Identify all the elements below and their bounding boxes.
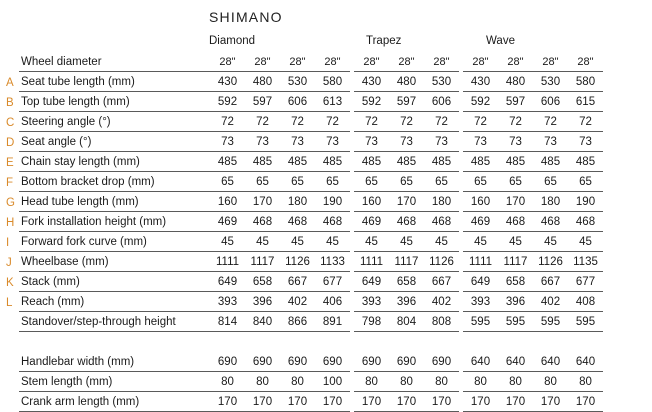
- cell-value: 480: [245, 72, 280, 92]
- cell-value: 72: [533, 112, 568, 132]
- cell-value: 485: [568, 152, 603, 172]
- component-row: [0, 392, 603, 412]
- cell-value: 430: [354, 72, 389, 92]
- cell-value: 180: [424, 192, 459, 212]
- cell-value: 613: [315, 92, 350, 112]
- geometry-row: [0, 192, 603, 212]
- row-label: Fork installation height (mm): [19, 212, 210, 232]
- cell-value: 649: [354, 272, 389, 292]
- geometry-row: [0, 172, 603, 192]
- cell-value: 393: [463, 292, 498, 312]
- cell-value: 658: [498, 272, 533, 292]
- row-label: Handlebar width (mm): [19, 352, 210, 372]
- cell-value: 485: [354, 152, 389, 172]
- row-label: Reach (mm): [19, 292, 210, 312]
- cell-value: 485: [315, 152, 350, 172]
- cell-value: 468: [245, 212, 280, 232]
- cell-value: 28": [280, 52, 315, 72]
- geometry-row: [0, 132, 603, 152]
- cell-value: 658: [245, 272, 280, 292]
- row-letter: A: [6, 76, 14, 89]
- cell-value: 65: [498, 172, 533, 192]
- cell-value: 485: [498, 152, 533, 172]
- cell-value: 80: [389, 372, 424, 392]
- cell-value: 649: [210, 272, 245, 292]
- cell-value: 469: [463, 212, 498, 232]
- cell-value: 65: [463, 172, 498, 192]
- cell-value: 45: [245, 232, 280, 252]
- cell-value: 1126: [280, 252, 315, 272]
- cell-value: 80: [568, 372, 603, 392]
- cell-value: 28": [389, 52, 424, 72]
- cell-value: 592: [354, 92, 389, 112]
- cell-value: 485: [533, 152, 568, 172]
- cell-value: 640: [463, 352, 498, 372]
- cell-value: 160: [354, 192, 389, 212]
- section-spacer: [0, 332, 603, 353]
- cell-value: 595: [498, 312, 533, 332]
- component-row: [0, 352, 603, 372]
- cell-value: 72: [210, 112, 245, 132]
- cell-value: 1133: [315, 252, 350, 272]
- cell-value: 73: [568, 132, 603, 152]
- cell-value: 1111: [463, 252, 498, 272]
- cell-value: 402: [280, 292, 315, 312]
- cell-value: 65: [354, 172, 389, 192]
- cell-value: 170: [315, 392, 350, 412]
- cell-value: 396: [245, 292, 280, 312]
- cell-value: 170: [389, 192, 424, 212]
- cell-value: 170: [354, 392, 389, 412]
- cell-value: 28": [498, 52, 533, 72]
- cell-value: 1135: [568, 252, 603, 272]
- row-letter: J: [6, 256, 12, 269]
- cell-value: 28": [568, 52, 603, 72]
- cell-value: 80: [533, 372, 568, 392]
- cell-value: 396: [498, 292, 533, 312]
- row-letter: B: [6, 96, 14, 109]
- cell-value: 73: [424, 132, 459, 152]
- row-letter: C: [6, 116, 15, 129]
- cell-value: 468: [280, 212, 315, 232]
- cell-value: 597: [389, 92, 424, 112]
- cell-value: 667: [533, 272, 568, 292]
- cell-value: 65: [280, 172, 315, 192]
- cell-value: 891: [315, 312, 350, 332]
- cell-value: 45: [210, 232, 245, 252]
- cell-value: 65: [245, 172, 280, 192]
- cell-value: 170: [463, 392, 498, 412]
- geometry-table-body: [0, 52, 603, 412]
- cell-value: 72: [354, 112, 389, 132]
- cell-value: 468: [533, 212, 568, 232]
- cell-value: 28": [354, 52, 389, 72]
- cell-value: 606: [424, 92, 459, 112]
- cell-value: 485: [245, 152, 280, 172]
- row-letter: E: [6, 156, 14, 169]
- row-label: Chain stay length (mm): [19, 152, 210, 172]
- cell-value: 396: [389, 292, 424, 312]
- cell-value: 580: [568, 72, 603, 92]
- cell-value: 606: [533, 92, 568, 112]
- cell-value: 677: [315, 272, 350, 292]
- cell-value: 160: [463, 192, 498, 212]
- cell-value: 80: [280, 372, 315, 392]
- cell-value: 28": [245, 52, 280, 72]
- cell-value: 580: [315, 72, 350, 92]
- cell-value: 28": [463, 52, 498, 72]
- cell-value: 1111: [210, 252, 245, 272]
- cell-value: 814: [210, 312, 245, 332]
- cell-value: 690: [245, 352, 280, 372]
- cell-value: 530: [280, 72, 315, 92]
- cell-value: 469: [354, 212, 389, 232]
- row-label: Stack (mm): [19, 272, 210, 292]
- geometry-row: [0, 92, 603, 112]
- cell-value: 1126: [424, 252, 459, 272]
- cell-value: 73: [533, 132, 568, 152]
- cell-value: 72: [568, 112, 603, 132]
- cell-value: 640: [568, 352, 603, 372]
- cell-value: 100: [315, 372, 350, 392]
- cell-value: 80: [210, 372, 245, 392]
- cell-value: 65: [315, 172, 350, 192]
- cell-value: 658: [389, 272, 424, 292]
- cell-value: 408: [568, 292, 603, 312]
- row-label: Seat tube length (mm): [19, 72, 210, 92]
- cell-value: 480: [498, 72, 533, 92]
- row-letter: K: [6, 276, 14, 289]
- cell-value: 595: [463, 312, 498, 332]
- row-letter: L: [6, 296, 13, 309]
- cell-value: 1111: [354, 252, 389, 272]
- cell-value: 530: [424, 72, 459, 92]
- cell-value: 640: [498, 352, 533, 372]
- cell-value: 485: [424, 152, 459, 172]
- row-label: Forward fork curve (mm): [19, 232, 210, 252]
- row-letter: H: [6, 216, 15, 229]
- cell-value: 72: [424, 112, 459, 132]
- cell-value: 170: [245, 392, 280, 412]
- cell-value: 1126: [533, 252, 568, 272]
- cell-value: 73: [280, 132, 315, 152]
- cell-value: 72: [498, 112, 533, 132]
- cell-value: 468: [498, 212, 533, 232]
- cell-value: 45: [533, 232, 568, 252]
- cell-value: 667: [424, 272, 459, 292]
- group-diamond: Diamond: [209, 35, 256, 47]
- row-letter: [0, 312, 19, 332]
- row-letter: [0, 52, 19, 72]
- geometry-row: [0, 292, 603, 312]
- cell-value: 170: [568, 392, 603, 412]
- cell-value: 597: [245, 92, 280, 112]
- cell-value: 840: [245, 312, 280, 332]
- cell-value: 160: [210, 192, 245, 212]
- cell-value: 468: [568, 212, 603, 232]
- cell-value: 402: [424, 292, 459, 312]
- cell-value: 430: [463, 72, 498, 92]
- cell-value: 640: [533, 352, 568, 372]
- cell-value: 28": [315, 52, 350, 72]
- cell-value: 73: [354, 132, 389, 152]
- row-label: Crank arm length (mm): [19, 392, 210, 412]
- cell-value: 65: [389, 172, 424, 192]
- header-row-wheel-diameter: [0, 52, 603, 72]
- row-letter: F: [6, 176, 14, 189]
- row-label: Bottom bracket drop (mm): [19, 172, 210, 192]
- cell-value: 45: [498, 232, 533, 252]
- cell-value: 406: [315, 292, 350, 312]
- row-label: Wheelbase (mm): [19, 252, 210, 272]
- geometry-table: [0, 52, 603, 412]
- cell-value: 804: [389, 312, 424, 332]
- cell-value: 606: [280, 92, 315, 112]
- cell-value: 615: [568, 92, 603, 112]
- cell-value: 45: [315, 232, 350, 252]
- component-row: [0, 372, 603, 392]
- cell-value: 485: [463, 152, 498, 172]
- cell-value: 592: [210, 92, 245, 112]
- geometry-row: [0, 152, 603, 172]
- cell-value: 80: [463, 372, 498, 392]
- cell-value: 170: [533, 392, 568, 412]
- group-wave: Wave: [486, 35, 515, 47]
- row-label: Head tube length (mm): [19, 192, 210, 212]
- cell-value: 73: [463, 132, 498, 152]
- cell-value: 402: [533, 292, 568, 312]
- cell-value: 80: [245, 372, 280, 392]
- cell-value: 65: [568, 172, 603, 192]
- cell-value: 690: [280, 352, 315, 372]
- row-label: Stem length (mm): [19, 372, 210, 392]
- cell-value: 170: [389, 392, 424, 412]
- cell-value: 690: [389, 352, 424, 372]
- cell-value: 73: [210, 132, 245, 152]
- cell-value: 80: [354, 372, 389, 392]
- row-letter: [0, 372, 19, 392]
- frame-group-headers: [0, 35, 652, 51]
- cell-value: 170: [245, 192, 280, 212]
- row-letter: D: [6, 136, 15, 149]
- cell-value: 72: [315, 112, 350, 132]
- cell-value: 80: [424, 372, 459, 392]
- geometry-row: [0, 252, 603, 272]
- row-label: Top tube length (mm): [19, 92, 210, 112]
- cell-value: 393: [354, 292, 389, 312]
- cell-value: 667: [280, 272, 315, 292]
- cell-value: 73: [498, 132, 533, 152]
- cell-value: 866: [280, 312, 315, 332]
- cell-value: 72: [389, 112, 424, 132]
- spacer-cell: [0, 332, 603, 353]
- cell-value: 485: [389, 152, 424, 172]
- cell-value: 595: [533, 312, 568, 332]
- cell-value: 80: [498, 372, 533, 392]
- row-label: Steering angle (°): [19, 112, 210, 132]
- cell-value: 468: [315, 212, 350, 232]
- cell-value: 73: [389, 132, 424, 152]
- row-label: Wheel diameter: [19, 52, 210, 72]
- cell-value: 28": [424, 52, 459, 72]
- cell-value: 808: [424, 312, 459, 332]
- cell-value: 1117: [245, 252, 280, 272]
- cell-value: 45: [424, 232, 459, 252]
- cell-value: 595: [568, 312, 603, 332]
- cell-value: 170: [280, 392, 315, 412]
- cell-value: 45: [568, 232, 603, 252]
- cell-value: 690: [354, 352, 389, 372]
- cell-value: 45: [463, 232, 498, 252]
- cell-value: 480: [389, 72, 424, 92]
- cell-value: 28": [533, 52, 568, 72]
- cell-value: 180: [533, 192, 568, 212]
- row-label: Seat angle (°): [19, 132, 210, 152]
- cell-value: 485: [210, 152, 245, 172]
- brand-title: SHIMANO: [209, 9, 283, 25]
- cell-value: 45: [389, 232, 424, 252]
- cell-value: 73: [315, 132, 350, 152]
- group-trapez: Trapez: [366, 35, 402, 47]
- cell-value: 597: [498, 92, 533, 112]
- cell-value: 45: [280, 232, 315, 252]
- cell-value: 65: [424, 172, 459, 192]
- cell-value: 190: [315, 192, 350, 212]
- cell-value: 28": [210, 52, 245, 72]
- cell-value: 530: [533, 72, 568, 92]
- cell-value: 468: [424, 212, 459, 232]
- row-letter: [0, 352, 19, 372]
- cell-value: 592: [463, 92, 498, 112]
- cell-value: 468: [389, 212, 424, 232]
- row-letter: [0, 392, 19, 412]
- cell-value: 649: [463, 272, 498, 292]
- cell-value: 170: [498, 192, 533, 212]
- cell-value: 170: [210, 392, 245, 412]
- cell-value: 469: [210, 212, 245, 232]
- row-letter: G: [6, 196, 15, 209]
- row-label: Standover/step-through height: [19, 312, 210, 332]
- geometry-row: [0, 212, 603, 232]
- cell-value: 690: [210, 352, 245, 372]
- cell-value: 430: [210, 72, 245, 92]
- cell-value: 1117: [498, 252, 533, 272]
- geometry-row: [0, 232, 603, 252]
- geometry-row: [0, 272, 603, 292]
- cell-value: 72: [280, 112, 315, 132]
- cell-value: 65: [533, 172, 568, 192]
- cell-value: 1117: [389, 252, 424, 272]
- geometry-row: [0, 112, 603, 132]
- cell-value: 170: [424, 392, 459, 412]
- row-letter: I: [6, 236, 10, 249]
- cell-value: 690: [424, 352, 459, 372]
- cell-value: 65: [210, 172, 245, 192]
- cell-value: 170: [498, 392, 533, 412]
- cell-value: 72: [245, 112, 280, 132]
- cell-value: 73: [245, 132, 280, 152]
- cell-value: 72: [463, 112, 498, 132]
- cell-value: 677: [568, 272, 603, 292]
- cell-value: 180: [280, 192, 315, 212]
- cell-value: 393: [210, 292, 245, 312]
- cell-value: 485: [280, 152, 315, 172]
- cell-value: 690: [315, 352, 350, 372]
- cell-value: 45: [354, 232, 389, 252]
- cell-value: 798: [354, 312, 389, 332]
- cell-value: 190: [568, 192, 603, 212]
- geometry-row: [0, 72, 603, 92]
- geometry-row: [0, 312, 603, 332]
